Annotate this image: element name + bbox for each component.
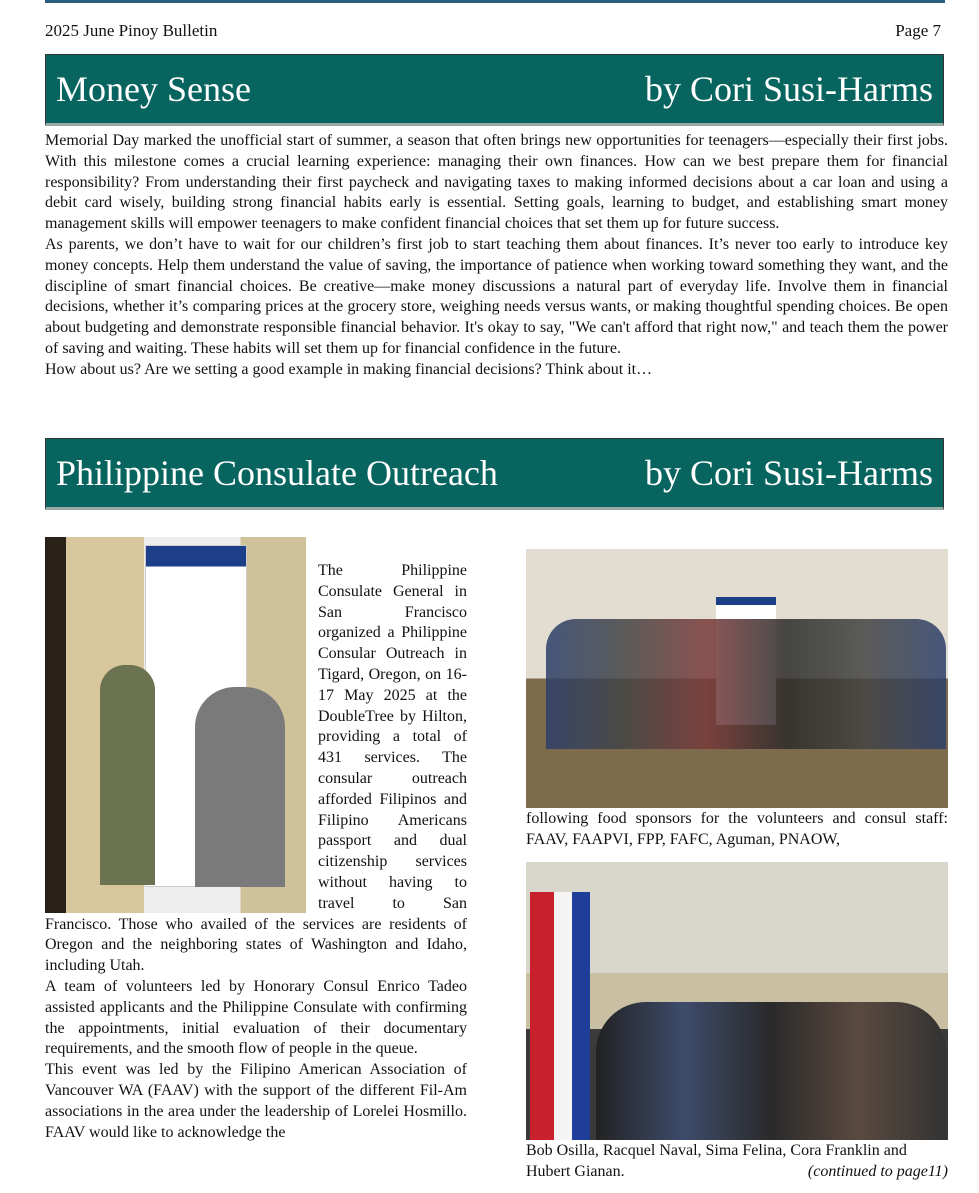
paragraph: How about us? Are we setting a good example in making financial decisions? Think about it… xyxy=(45,360,653,378)
paragraph: The Philippine Consulate General in San Francisco organized a Philippine Consular Outreach in Tigard, Oregon, on 16-17 May 2025 at the DoubleTree by Hilton, providing a total of 431 services. The consular outreach afforded Filipinos and Filipino Americans passport and dual citizenship services without having to travel to San Francisco. Those who availed of the services are residents of Oregon and the neighboring states of Washington and Idaho, including Utah. xyxy=(45,562,467,975)
photo-group-volunteers xyxy=(526,549,948,808)
section-title: Philippine Consulate Outreach xyxy=(56,453,498,493)
section-title: Money Sense xyxy=(56,69,251,109)
section-banner-consulate xyxy=(45,438,944,510)
section-banner-money-sense xyxy=(45,54,944,126)
photo-oath-taking xyxy=(526,862,948,1140)
group-figures xyxy=(546,619,946,749)
paragraph: Memorial Day marked the unofficial start of summer, a season that often brings new opportunities for teenagers—especially their first jobs. With this milestone comes a crucial learning experience: managing their own finances. How can we best prepare them for financial responsibility? From understanding their first paycheck and navigating taxes to making informed decisions about a car loan and using a debit card wisely, building strong financial habits early is essential. Setting goals, learning to budget, and establishing smart money management skills will empower teenagers to make confident financial choices that set them up for future success. xyxy=(45,132,948,233)
page-number: Page 7 xyxy=(895,21,941,40)
section-byline: by Cori Susi-Harms xyxy=(645,69,933,109)
paragraph: As parents, we don’t have to wait for our children’s first job to start teaching them about finances. It’s never too early to introduce key money concepts. Help them understand the value of saving, the importance of patience when working toward something they want, and the discipline of smart financial choices. Be creative—make money discussions a natural part of everyday life. Involve them in financial decisions, whether it’s comparing prices at the grocery store, weighing needs versus wants, or making thoughtful spending choices. Be open about budgeting and demonstrate responsible financial behavior. It's okay to say, "We can't afford that right now," and teach them the power of saving and waiting. These habits will set them up for financial confidence in the future. xyxy=(45,235,948,357)
paragraph: following food sponsors for the volunteers and consul staff: FAAV, FAAPVI, FPP, FAFC, Aguman, PNAOW, xyxy=(526,810,948,848)
photo-two-women-by-banner xyxy=(45,537,306,913)
money-sense-article xyxy=(45,131,948,381)
right-text-1 xyxy=(526,809,948,851)
person-figure xyxy=(100,665,155,885)
philippine-flag-image xyxy=(530,892,590,1140)
top-rule xyxy=(45,0,945,3)
publication-title: 2025 June Pinoy Bulletin xyxy=(45,21,218,40)
paragraph: A team of volunteers led by Honorary Consul Enrico Tadeo assisted applicants and the Philippine Consulate with confirming the appointments, initial evaluation of their documentary requirements, and the smooth flow of people in the queue. xyxy=(45,977,467,1058)
names-line: Bob Osilla, Racquel Naval, Sima Felina, Cora Franklin and xyxy=(526,1142,907,1159)
running-header xyxy=(45,21,941,41)
consulate-article-left xyxy=(45,537,467,1143)
continued-note: (continued to page11) xyxy=(807,1162,948,1180)
paragraph: This event was led by the Filipino American Association of Vancouver WA (FAAV) with the support of the different Fil-Am associations in the area under the leadership of Lorelei Hosmillo. FAAV would like to acknowledge the xyxy=(45,1061,467,1141)
right-text-2 xyxy=(526,1141,948,1183)
names-line: Hubert Gianan. xyxy=(526,1162,625,1180)
crowd-figures xyxy=(596,1002,946,1140)
person-figure xyxy=(195,687,285,887)
section-byline: by Cori Susi-Harms xyxy=(645,453,933,493)
